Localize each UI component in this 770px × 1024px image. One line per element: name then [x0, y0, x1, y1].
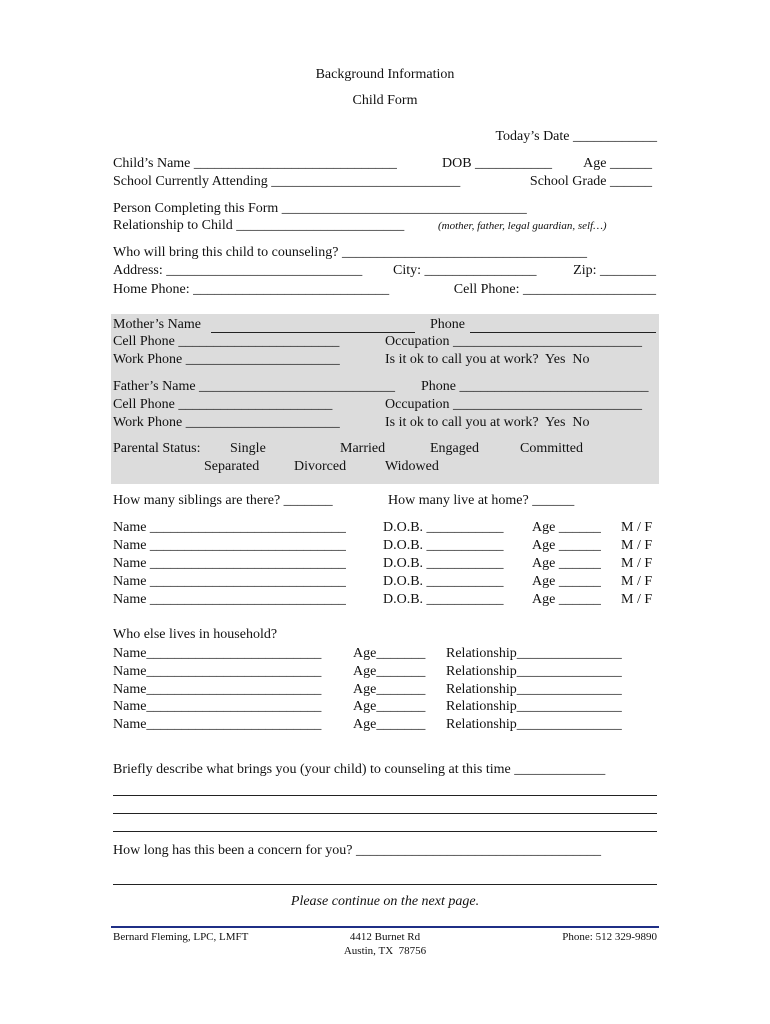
household-name-field[interactable]: Name_________________________	[113, 699, 322, 714]
sibling-dob-field[interactable]: D.O.B. ___________	[383, 556, 504, 571]
child-age-field[interactable]: Age ______	[583, 156, 652, 171]
person-completing-field[interactable]: Person Completing this Form ___________________________________	[113, 201, 527, 216]
sibling-name-field[interactable]: Name ____________________________	[113, 520, 346, 535]
household-relationship-field[interactable]: Relationship_______________	[446, 664, 622, 679]
status-married[interactable]: Married	[340, 441, 386, 456]
status-single[interactable]: Single	[230, 441, 266, 456]
sibling-dob-field[interactable]: D.O.B. ___________	[383, 592, 504, 607]
sibling-name-field[interactable]: Name ____________________________	[113, 592, 346, 607]
siblings-home-field[interactable]: How many live at home? ______	[388, 493, 575, 508]
relationship-hint: (mother, father, legal guardian, self…)	[438, 220, 607, 232]
mother-work-phone-field[interactable]: Work Phone ______________________	[113, 352, 340, 367]
sibling-age-field[interactable]: Age ______	[532, 556, 601, 571]
household-age-field[interactable]: Age_______	[353, 682, 426, 697]
mother-name-line[interactable]	[211, 332, 415, 333]
father-name-field[interactable]: Father’s Name ____________________________	[113, 379, 396, 394]
concern-question[interactable]: Briefly describe what brings you (your child) to counseling at this time _____________	[113, 762, 606, 777]
city-field[interactable]: City: ________________	[393, 263, 537, 278]
status-engaged[interactable]: Engaged	[430, 441, 479, 456]
mother-call-at-work[interactable]: Is it ok to call you at work? Yes No	[385, 352, 590, 367]
father-call-at-work[interactable]: Is it ok to call you at work? Yes No	[385, 415, 590, 430]
sibling-name-field[interactable]: Name ____________________________	[113, 538, 346, 553]
sibling-name-field[interactable]: Name ____________________________	[113, 574, 346, 589]
zip-field[interactable]: Zip: ________	[573, 263, 656, 278]
concern-answer-line[interactable]	[113, 813, 657, 814]
home-phone-field[interactable]: Home Phone: ____________________________	[113, 282, 390, 297]
school-field[interactable]: School Currently Attending ___________________________	[113, 174, 461, 189]
household-relationship-field[interactable]: Relationship_______________	[446, 682, 622, 697]
sibling-dob-field[interactable]: D.O.B. ___________	[383, 574, 504, 589]
transport-field[interactable]: Who will bring this child to counseling? ___________________________________	[113, 245, 588, 260]
concern-duration-field[interactable]: How long has this been a concern for you? ___________________________________	[113, 843, 601, 858]
page-title: Background Information	[315, 67, 455, 82]
status-separated[interactable]: Separated	[204, 459, 260, 474]
household-name-field[interactable]: Name_________________________	[113, 682, 322, 697]
footer-city: Austin, TX 78756	[343, 945, 427, 957]
household-relationship-field[interactable]: Relationship_______________	[446, 717, 622, 732]
todays-date-field[interactable]: Today’s Date ____________	[495, 129, 657, 144]
sibling-name-field[interactable]: Name ____________________________	[113, 556, 346, 571]
mother-occupation-field[interactable]: Occupation ___________________________	[385, 334, 643, 349]
footer-divider	[111, 926, 659, 928]
parental-status-label: Parental Status:	[113, 441, 201, 456]
sibling-age-field[interactable]: Age ______	[532, 538, 601, 553]
household-age-field[interactable]: Age_______	[353, 646, 426, 661]
father-cell-field[interactable]: Cell Phone ______________________	[113, 397, 333, 412]
concern-answer-line[interactable]	[113, 795, 657, 796]
status-widowed[interactable]: Widowed	[385, 459, 439, 474]
concern-answer-line[interactable]	[113, 831, 657, 832]
mother-name-label: Mother’s Name	[113, 317, 201, 332]
mother-phone-label: Phone	[430, 317, 465, 332]
household-age-field[interactable]: Age_______	[353, 717, 426, 732]
address-field[interactable]: Address: ____________________________	[113, 263, 363, 278]
relationship-field[interactable]: Relationship to Child ________________________	[113, 218, 405, 233]
mother-phone-line[interactable]	[470, 332, 656, 333]
cell-phone-field[interactable]: Cell Phone: ___________________	[453, 282, 656, 297]
continue-note: Please continue on the next page.	[290, 894, 480, 909]
father-work-phone-field[interactable]: Work Phone ______________________	[113, 415, 340, 430]
household-question: Who else lives in household?	[113, 627, 278, 642]
household-relationship-field[interactable]: Relationship_______________	[446, 699, 622, 714]
mother-cell-field[interactable]: Cell Phone _______________________	[113, 334, 340, 349]
siblings-count-field[interactable]: How many siblings are there? _______	[113, 493, 333, 508]
father-phone-field[interactable]: Phone ___________________________	[421, 379, 649, 394]
concern-duration-line[interactable]	[113, 884, 657, 885]
sibling-sex-field[interactable]: M / F	[621, 574, 653, 589]
child-dob-field[interactable]: DOB ___________	[442, 156, 553, 171]
school-grade-field[interactable]: School Grade ______	[529, 174, 652, 189]
child-name-field[interactable]: Child’s Name _____________________________	[113, 156, 397, 171]
sibling-sex-field[interactable]: M / F	[621, 538, 653, 553]
sibling-age-field[interactable]: Age ______	[532, 574, 601, 589]
household-relationship-field[interactable]: Relationship_______________	[446, 646, 622, 661]
page-subtitle: Child Form	[352, 93, 418, 108]
sibling-sex-field[interactable]: M / F	[621, 556, 653, 571]
footer-phone: Phone: 512 329-9890	[562, 931, 657, 943]
status-divorced[interactable]: Divorced	[294, 459, 347, 474]
household-name-field[interactable]: Name_________________________	[113, 717, 322, 732]
status-committed[interactable]: Committed	[520, 441, 583, 456]
household-name-field[interactable]: Name_________________________	[113, 646, 322, 661]
father-occupation-field[interactable]: Occupation ___________________________	[385, 397, 643, 412]
household-name-field[interactable]: Name_________________________	[113, 664, 322, 679]
sibling-sex-field[interactable]: M / F	[621, 592, 653, 607]
sibling-dob-field[interactable]: D.O.B. ___________	[383, 520, 504, 535]
sibling-dob-field[interactable]: D.O.B. ___________	[383, 538, 504, 553]
sibling-age-field[interactable]: Age ______	[532, 520, 601, 535]
footer-street: 4412 Burnet Rd	[349, 931, 421, 943]
sibling-age-field[interactable]: Age ______	[532, 592, 601, 607]
sibling-sex-field[interactable]: M / F	[621, 520, 653, 535]
household-age-field[interactable]: Age_______	[353, 699, 426, 714]
household-age-field[interactable]: Age_______	[353, 664, 426, 679]
footer-provider: Bernard Fleming, LPC, LMFT	[113, 931, 249, 943]
